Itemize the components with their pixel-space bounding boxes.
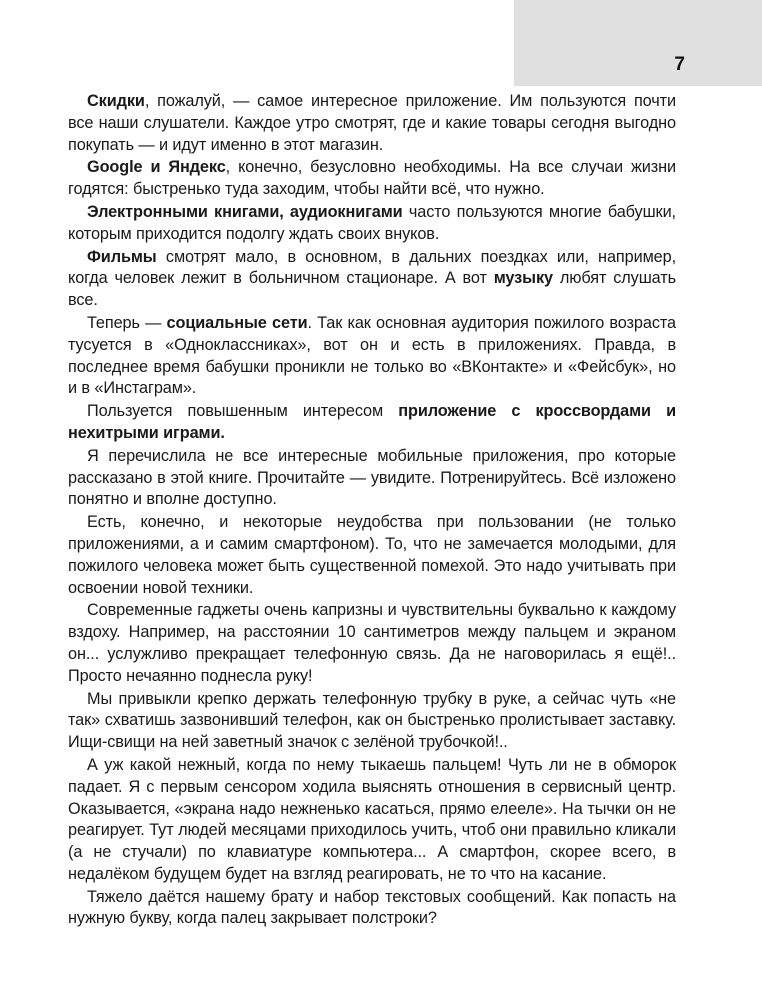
text-run: Я перечислила не все интересные мобильные приложения, про которые рассказано в этой книге. Прочитайте — увидите. Потренируйтесь. Всё изложено понятно и вполне доступно. — [68, 446, 676, 509]
bold-phrase: социальные сети — [166, 313, 308, 332]
paragraph — [68, 157, 676, 201]
text-run: А уж какой нежный, когда по нему тыкаешь пальцем! Чуть ли не в обморок падает. Я с первым сенсором ходила выяснять отношения в сервисный центр. Оказывается, «экрана надо нежненько касаться, прямо елееле». На тычки он не реагирует. Тут людей месяцами приходилось учить, чтоб они правильно кликали (а не стучали) по клавиатуре компьютера... А смартфон, скорее всего, в недалёком будущем будет на взгляд реагировать, не то что на касание. — [68, 755, 676, 883]
paragraph — [68, 600, 676, 687]
paragraph — [68, 202, 676, 246]
text-run: смотрят мало, в основном, в дальних поездках или, например, когда человек лежит в больничном стационаре. А вот — [68, 247, 676, 288]
text-run: , пожалуй, — самое интересное приложение. Им пользуются почти все наши слушатели. Каждое утро смотрят, где и какие товары сегодня выгодно покупать — и идут именно в этот магазин. — [68, 92, 676, 154]
text-run: , конечно, безусловно необходимы. На все случаи жизни годятся: быстренько туда заходим, чтобы найти всё, что нужно. — [68, 158, 676, 199]
text-run: Современные гаджеты очень капризны и чувствительны буквально к каждому вздоху. Например, на расстоянии 10 сантиметров между пальцем и экраном он... услужливо прекращает телефонную связь. Да не наговорилась я ещё!.. Просто нечаянно поднесла руку! — [68, 601, 676, 685]
text-run: Тяжело даётся нашему брату и набор текстовых сообщений. Как попасть на нужную букву, когда палец закрывает полстроки? — [68, 887, 676, 928]
paragraph — [68, 887, 676, 931]
paragraph — [68, 401, 676, 445]
bold-phrase: Электронными книгами, аудиокнигами — [87, 202, 403, 221]
paragraph — [68, 689, 676, 754]
text-run: Мы привыкли крепко держать телефонную трубку в руке, а сейчас чуть «не так» схватишь зазвонивший телефон, как он быстренько пролистывает заставку. Ищи-свищи на ней заветный значок с зелёной трубочкой!.. — [68, 689, 676, 752]
text-run: Есть, конечно, и некоторые неудобства при пользовании (не только приложениями, а и самим смартфоном). То, что не замечается молодыми, для пожилого человека может быть существенной помехой. Это надо учитывать при освоении новой техники. — [68, 513, 676, 597]
paragraph — [68, 446, 676, 511]
bold-phrase: Фильмы — [87, 247, 157, 266]
bold-phrase: музыку — [493, 269, 553, 288]
body-text — [68, 91, 676, 931]
paragraph — [68, 755, 676, 886]
bold-phrase: приложение с кроссвордами и нехитрыми играми. — [68, 402, 676, 442]
paragraph — [68, 91, 676, 156]
text-run: Пользуется повышенным интересом — [87, 402, 399, 421]
page-number: 7 — [674, 54, 685, 75]
paragraph — [68, 247, 676, 312]
text-run: Теперь — — [87, 313, 167, 332]
paragraph — [68, 512, 676, 599]
bold-phrase: Скидки — [87, 92, 145, 110]
paragraph — [68, 313, 676, 400]
text-run: . Так как основная аудитория пожилого возраста тусуется в «Одноклассниках», вот он и есть в приложениях. Правда, в последнее время бабушки проникли не только во «ВКонтакте» и «Фейсбук», но и в «Инстаграм». — [68, 313, 676, 398]
page-number-tab — [514, 0, 762, 86]
bold-phrase: Google и Яндекс — [87, 158, 226, 177]
text-run: любят слушать все. — [68, 269, 676, 310]
text-run: часто пользуются многие бабушки, которым приходится подолгу ждать своих внуков. — [68, 202, 676, 243]
